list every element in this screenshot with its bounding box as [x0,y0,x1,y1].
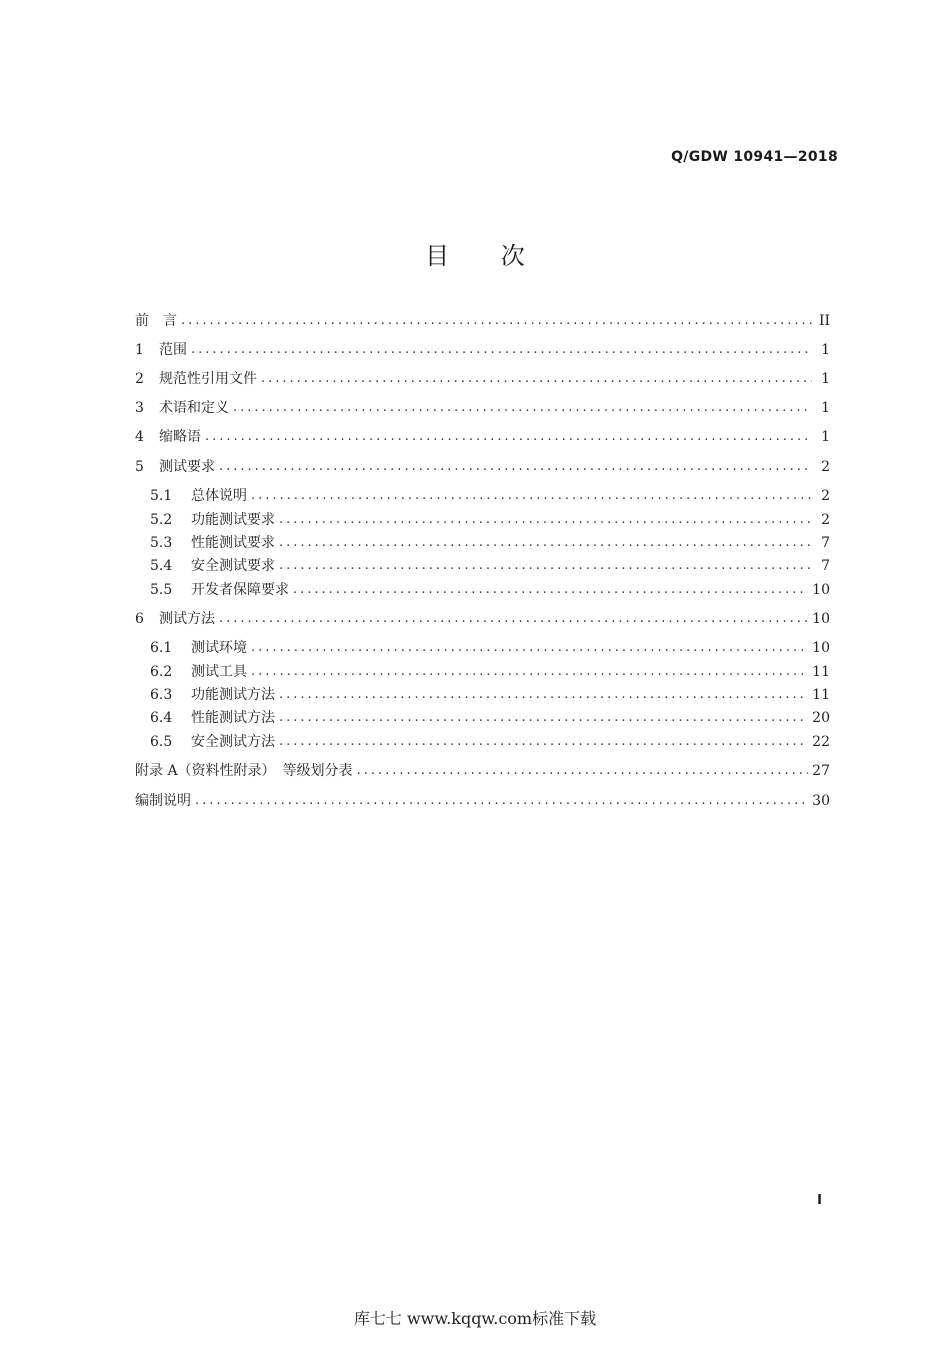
dot-leader [279,707,808,729]
toc-entry[interactable] [150,637,830,659]
dot-leader [219,456,812,478]
toc-entry-label: 测试工具 [191,664,247,680]
toc-entry[interactable] [150,579,830,601]
dot-leader [195,790,808,812]
toc-entry[interactable] [135,368,830,390]
page-number: I [817,1193,822,1208]
toc-title: 目 次 [425,242,547,270]
toc-entry-page: 2 [821,512,830,528]
toc-entry[interactable] [150,555,830,577]
dot-leader [279,509,812,531]
dot-leader [293,579,808,601]
toc-entry-page: 1 [821,371,830,387]
toc-entry-page: 10 [812,640,830,656]
toc-entry-number: 6.2 [150,664,173,680]
toc-entry-page: 30 [812,793,830,809]
toc-entry-page: 10 [812,611,830,627]
toc-entry-page: 7 [821,558,830,574]
toc-entry-label: 附录 A（资料性附录） 等级划分表 [135,763,353,779]
toc-entry-page: 11 [812,664,830,680]
dot-leader [191,339,812,361]
toc-entry-number: 5.1 [150,488,173,504]
toc-entry-number: 5.4 [150,558,173,574]
toc-entry-page: 27 [812,763,830,779]
toc-entry-page: 2 [821,459,830,475]
toc-entry[interactable] [150,707,830,729]
toc-entry-number: 6 [135,611,144,627]
toc-entry-number: 6.3 [150,687,173,703]
toc-entry-label: 范围 [159,342,187,358]
dot-leader [279,555,812,577]
toc-entry-label: 测试方法 [159,611,215,627]
toc-entry-page: 22 [812,734,830,750]
dot-leader [261,368,812,390]
dot-leader [357,760,809,782]
toc-entry-label: 缩略语 [159,429,201,445]
toc-entry-label: 测试要求 [159,459,215,475]
toc-entry-number: 5 [135,459,144,475]
toc-entry[interactable] [135,760,830,782]
toc-entry-page: 11 [812,687,830,703]
toc-entry-label: 安全测试要求 [191,558,275,574]
toc-entry-number: 1 [135,342,144,358]
toc-entry[interactable] [150,661,830,683]
toc-entry-page: 10 [812,582,830,598]
toc-entry-number: 6.1 [150,640,173,656]
dot-leader [251,485,812,507]
toc-entry-number: 6.4 [150,710,173,726]
toc-entry[interactable] [135,339,830,361]
toc-entry-number: 5.2 [150,512,173,528]
toc-entry-label: 安全测试方法 [191,734,275,750]
toc-entry-label: 规范性引用文件 [159,371,257,387]
dot-leader [219,608,808,630]
toc-entry-label: 测试环境 [191,640,247,656]
dot-leader [205,426,812,448]
toc-entry-page: 1 [821,342,830,358]
document-code: Q/GDW 10941—2018 [671,149,838,165]
toc-entry[interactable] [135,608,830,630]
toc-entry-label: 术语和定义 [159,400,229,416]
toc-entry-label: 性能测试方法 [191,710,275,726]
dot-leader [279,684,808,706]
watermark-text: 库七七 www.kqqw.com标准下载 [353,1309,597,1328]
toc-entry-number: 4 [135,429,144,445]
toc-entry-page: 1 [821,400,830,416]
toc-entry-number: 2 [135,371,144,387]
toc-entry-page: II [818,313,830,329]
toc-entry-label: 性能测试要求 [191,535,275,551]
toc-entry-page: 20 [812,710,830,726]
toc-entry[interactable] [135,790,830,812]
toc-entry[interactable] [135,456,830,478]
dot-leader [251,637,808,659]
toc-entry[interactable] [135,397,830,419]
toc-entry-number: 6.5 [150,734,173,750]
toc-entry-label: 前 言 [135,313,177,329]
toc-entry-label: 总体说明 [191,488,247,504]
toc-entry-number: 3 [135,400,144,416]
toc-entry[interactable] [150,509,830,531]
toc-entry[interactable] [150,684,830,706]
toc-entry-page: 1 [821,429,830,445]
toc-entry-page: 7 [821,535,830,551]
toc-entry[interactable] [150,485,830,507]
toc-entry[interactable] [135,426,830,448]
dot-leader [279,731,808,753]
dot-leader [279,532,812,554]
toc-entry[interactable] [150,532,830,554]
toc-entry[interactable] [150,731,830,753]
dot-leader [181,310,812,332]
dot-leader [251,661,808,683]
toc-entry[interactable] [135,310,830,332]
dot-leader [233,397,812,419]
toc-entry-label: 开发者保障要求 [191,582,289,598]
toc-entry-label: 功能测试方法 [191,687,275,703]
toc-entry-number: 5.5 [150,582,173,598]
toc-entry-label: 功能测试要求 [191,512,275,528]
toc-entry-label: 编制说明 [135,793,191,809]
toc-entry-number: 5.3 [150,535,173,551]
toc-entry-page: 2 [821,488,830,504]
